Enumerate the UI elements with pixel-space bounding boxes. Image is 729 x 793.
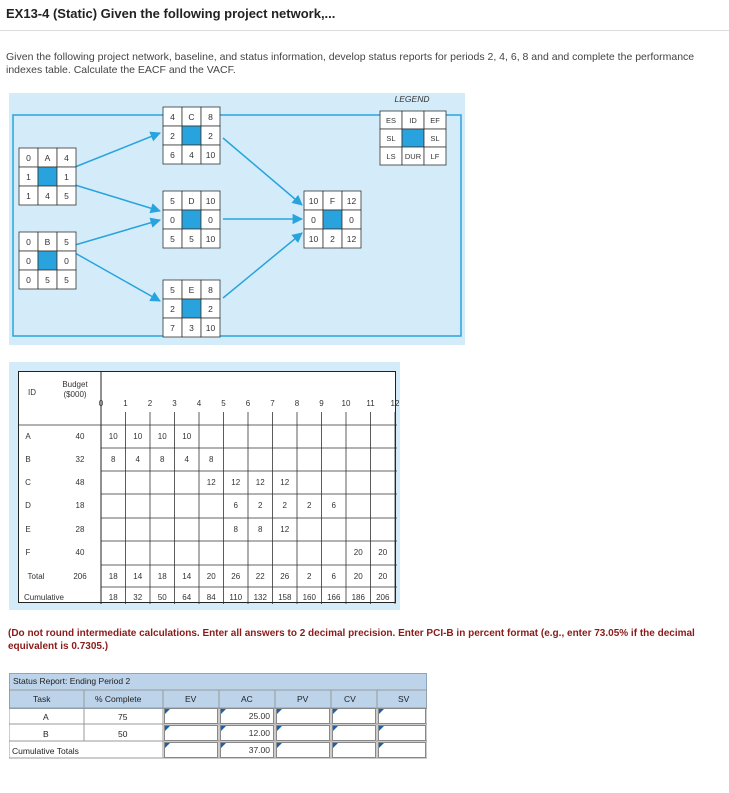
status-report-table [9, 673, 427, 759]
legend-id: ID [409, 116, 417, 125]
cumulative-period-11: 186 [351, 593, 365, 602]
node-c-slack-right: 2 [208, 131, 213, 141]
node-d-ef: 10 [205, 196, 216, 206]
pv-input-b[interactable] [276, 725, 330, 741]
node-c-lf: 10 [205, 150, 216, 160]
node-f-lf: 12 [346, 234, 357, 244]
node-a [19, 148, 76, 205]
total-period-8: 26 [280, 572, 290, 581]
node-d-es: 5 [170, 196, 175, 206]
arrow-a-d [75, 185, 160, 211]
node-a-es: 0 [26, 153, 31, 163]
cv-input-b[interactable] [332, 725, 376, 741]
total-period-10: 6 [331, 572, 336, 581]
period-label-4: 4 [196, 399, 202, 408]
node-a-ls: 1 [26, 191, 31, 201]
cumulative-period-12: 206 [376, 593, 390, 602]
period-label-11: 11 [366, 399, 375, 408]
node-c-slack-left: 2 [170, 131, 175, 141]
total-label: Total [27, 572, 45, 581]
node-c-es: 4 [170, 112, 175, 122]
cumulative-period-8: 158 [278, 593, 292, 602]
activity-b-id: B [25, 455, 31, 464]
arrow-e-f [223, 233, 302, 298]
node-d-lf: 10 [205, 234, 216, 244]
activity-b-period-5: 8 [209, 455, 214, 464]
total-period-9: 2 [307, 572, 312, 581]
cumulative-period-10: 166 [327, 593, 341, 602]
network-svg [9, 93, 465, 345]
pv-column-header: PV [297, 694, 309, 704]
row-b-task: B [43, 729, 49, 739]
arrow-b-e [75, 253, 160, 301]
activity-d-period-9: 2 [307, 501, 312, 510]
node-a-lf: 5 [64, 191, 69, 201]
cumulative-period-7: 132 [253, 593, 267, 602]
node-b-lf: 5 [64, 275, 69, 285]
total-period-12: 20 [378, 572, 388, 581]
node-e-slack-left: 2 [170, 304, 175, 314]
total-period-4: 14 [182, 572, 192, 581]
activity-b-period-3: 8 [160, 455, 165, 464]
total-period-3: 18 [157, 572, 167, 581]
total-period-5: 20 [206, 572, 216, 581]
node-e [163, 280, 220, 337]
activity-c-period-7: 12 [255, 478, 265, 487]
pv-input-a[interactable] [276, 708, 330, 724]
project-network-diagram [9, 93, 465, 345]
row-a-task: A [43, 712, 49, 722]
node-a-dur: 4 [45, 191, 50, 201]
activity-d-budget: 18 [75, 501, 85, 510]
period-label-6: 6 [245, 399, 251, 408]
ev-column-header: EV [185, 694, 197, 704]
cumulative-period-3: 50 [157, 593, 167, 602]
activity-f-period-11: 20 [353, 548, 363, 557]
activity-c-id: C [25, 478, 31, 487]
arrow-a-c [75, 133, 160, 167]
task-column-header: Task [33, 694, 51, 704]
node-b-slack-left: 0 [26, 256, 31, 266]
ev-input-a[interactable] [164, 708, 218, 724]
node-e-ef: 8 [208, 285, 213, 295]
activity-e-budget: 28 [75, 525, 85, 534]
node-c [163, 107, 220, 164]
period-label-7: 7 [270, 399, 275, 408]
activity-c-budget: 48 [75, 478, 85, 487]
total-period-1: 18 [108, 572, 118, 581]
cv-total-input[interactable] [332, 742, 376, 758]
activity-b-period-4: 4 [184, 455, 189, 464]
node-f-dur: 2 [330, 234, 335, 244]
node-b-id: B [44, 237, 51, 247]
cv-input-a[interactable] [332, 708, 376, 724]
activity-a-period-1: 10 [108, 432, 118, 441]
ev-input-b[interactable] [164, 725, 218, 741]
node-a-ef: 4 [64, 153, 69, 163]
cumulative-period-6: 110 [229, 593, 243, 602]
legend-sl-left: SL [386, 134, 396, 143]
node-e-ls: 7 [170, 323, 175, 333]
total-period-11: 20 [353, 572, 363, 581]
activity-a-period-4: 10 [182, 432, 192, 441]
node-e-dur: 3 [189, 323, 194, 333]
node-c-dur: 4 [189, 150, 194, 160]
node-f-id: F [329, 196, 336, 206]
activity-a-period-2: 10 [133, 432, 143, 441]
node-f-es: 10 [308, 196, 319, 206]
cumulative-label: Cumulative [23, 593, 64, 602]
period-label-12: 12 [390, 399, 400, 408]
sv-input-a[interactable] [378, 708, 426, 724]
node-d-ls: 5 [170, 234, 175, 244]
node-d [163, 191, 220, 248]
legend-cell [402, 129, 424, 147]
cv-column-header: CV [344, 694, 356, 704]
cumulative-period-1: 18 [108, 593, 118, 602]
cumulative-period-9: 160 [302, 593, 316, 602]
activity-c-period-5: 12 [206, 478, 216, 487]
activity-c-period-6: 12 [231, 478, 241, 487]
baseline-schedule-panel [9, 362, 400, 610]
page-title: EX13-4 (Static) Given the following project network,... [6, 6, 336, 21]
arrow-b-d [75, 220, 160, 245]
legend-es: ES [385, 116, 397, 125]
node-b-ls: 0 [26, 275, 31, 285]
activity-d-period-8: 2 [282, 501, 287, 510]
instruction-note: (Do not round intermediate calculations. Enter all answers to 2 decimal precision. Enter PCI-B in percent format (e.g., enter 73.05% if the decimal equivalent is 0.7305.) [8, 628, 695, 652]
activity-a-budget: 40 [75, 432, 85, 441]
period-label-5: 5 [221, 399, 226, 408]
complete-column-header: % Complete [95, 694, 142, 704]
node-e-es: 5 [170, 285, 175, 295]
activity-d-period-10: 6 [331, 501, 336, 510]
node-c-ls: 6 [170, 150, 175, 160]
ac-column-header: AC [241, 694, 253, 704]
node-e-slack-right: 2 [208, 304, 213, 314]
period-label-8: 8 [294, 399, 300, 408]
activity-e-period-7: 8 [258, 525, 263, 534]
ev-total-input[interactable] [164, 742, 218, 758]
ac-value-b[interactable]: 12.00 [220, 725, 274, 741]
activity-d-period-7: 2 [258, 501, 263, 510]
period-label-3: 3 [172, 399, 177, 408]
node-c-id: C [188, 112, 195, 122]
legend-title: LEGEND [394, 94, 430, 104]
activity-a-period-3: 10 [157, 432, 167, 441]
cumulative-totals-label: Cumulative Totals [12, 746, 79, 756]
total-budget: 206 [73, 572, 87, 581]
node-d-slack-left: 0 [170, 215, 175, 225]
node-a-slack-right: 1 [64, 172, 69, 182]
pv-total-input[interactable] [276, 742, 330, 758]
ac-value-a[interactable]: 25.00 [220, 708, 274, 724]
activity-e-id: E [25, 525, 31, 534]
node-e-lf: 10 [205, 323, 216, 333]
node-b-dur: 5 [45, 275, 50, 285]
node-f-slack-left: 0 [311, 215, 316, 225]
node-a-slack-left: 1 [26, 172, 31, 182]
cumulative-period-2: 32 [133, 593, 143, 602]
activity-d-id: D [25, 501, 31, 510]
node-d-dur: 5 [189, 234, 194, 244]
baseline-schedule-table [18, 371, 400, 603]
total-period-2: 14 [133, 572, 143, 581]
id-header: ID [28, 388, 36, 397]
activity-b-period-2: 4 [135, 455, 140, 464]
node-b [19, 232, 76, 289]
node-c-ef: 8 [208, 112, 213, 122]
cumulative-period-5: 84 [206, 593, 216, 602]
sv-column-header: SV [398, 694, 410, 704]
activity-b-period-1: 8 [111, 455, 116, 464]
activity-b-budget: 32 [75, 455, 85, 464]
node-f-ls: 10 [308, 234, 319, 244]
node-b-es: 0 [26, 237, 31, 247]
node-f [304, 191, 361, 248]
activity-d-period-6: 6 [233, 501, 238, 510]
node-f-ef: 12 [346, 196, 357, 206]
legend-sl-right: SL [430, 134, 440, 143]
activity-f-budget: 40 [75, 548, 85, 557]
row-a-complete: 75 [118, 712, 128, 722]
activity-f-period-12: 20 [378, 548, 388, 557]
title-divider [0, 30, 729, 31]
activity-e-period-8: 12 [280, 525, 290, 534]
node-e-id: E [188, 285, 195, 295]
node-d-slack-right: 0 [208, 215, 213, 225]
total-period-6: 26 [231, 572, 241, 581]
node-f-slack-right: 0 [349, 215, 354, 225]
period-label-0: 0 [98, 399, 104, 408]
problem-statement: Given the following project network, baseline, and status information, develop status reports for periods 2, 4, 6, 8 and and complete the performance indexes table. Calculate the EACF and the VACF. [6, 51, 695, 76]
period-label-9: 9 [319, 399, 324, 408]
node-a-id: A [44, 153, 51, 163]
activity-a-id: A [25, 432, 31, 441]
total-period-7: 22 [255, 572, 265, 581]
activity-f-id: F [25, 548, 31, 557]
period-label-10: 10 [341, 399, 351, 408]
activity-e-period-6: 8 [233, 525, 238, 534]
sv-input-b[interactable] [378, 725, 426, 741]
budget-header: Budget ($000) [62, 380, 88, 399]
period-label-1: 1 [123, 399, 128, 408]
status-report-title: Status Report: Ending Period 2 [13, 676, 131, 686]
period-label-2: 2 [147, 399, 153, 408]
node-d-id: D [188, 196, 195, 206]
legend-ef: EF [430, 116, 440, 125]
node-b-slack-right: 0 [64, 256, 69, 266]
legend-dur: DUR [404, 152, 422, 161]
sv-total-input[interactable] [378, 742, 426, 758]
node-b-ef: 5 [64, 237, 69, 247]
legend-lf: LF [430, 152, 440, 161]
arrow-c-f [223, 138, 302, 205]
legend-ls: LS [386, 152, 396, 161]
ac-total-value[interactable]: 37.00 [220, 742, 274, 758]
activity-c-period-8: 12 [280, 478, 290, 487]
cumulative-period-4: 64 [182, 593, 192, 602]
row-b-complete: 50 [118, 729, 128, 739]
